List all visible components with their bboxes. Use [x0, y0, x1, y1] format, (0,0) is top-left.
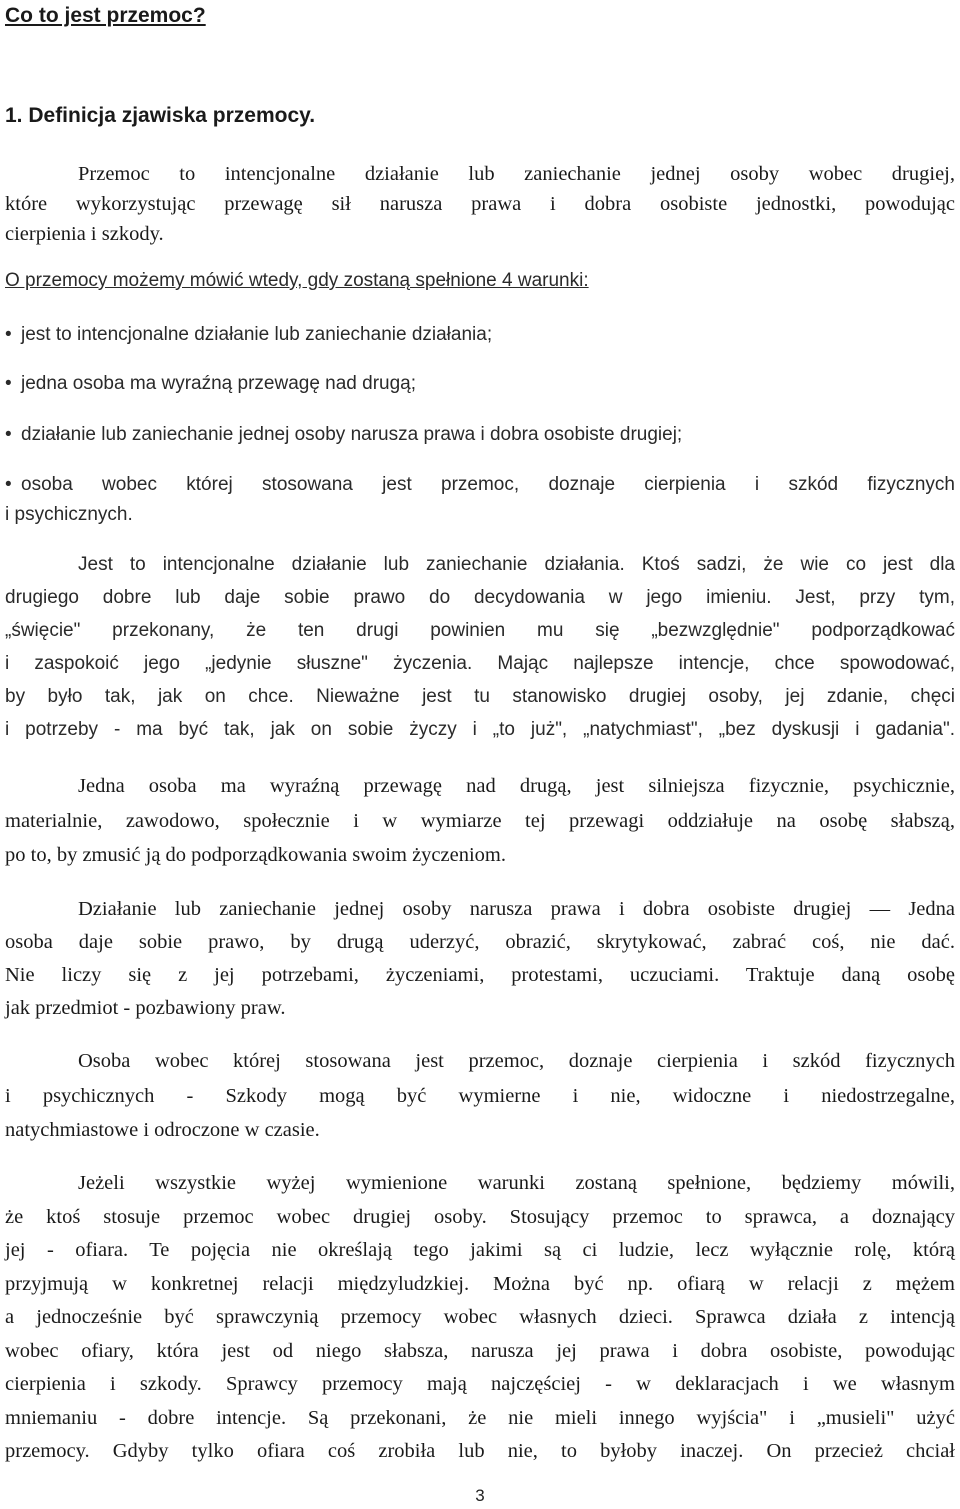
conditions-intro: O przemocy możemy mówić wtedy, gdy zostaną spełnione 4 warunki: [5, 270, 589, 291]
text-line: jak przedmiot - pozbawiony praw. [5, 997, 286, 1019]
text-line: osoba daje sobie prawo, by drugą uderzyć, obrazić, skrytykować, zabrać coś, nie dać. [5, 931, 955, 953]
text-line: po to, by zmusić ją do podporządkowania swoim życzeniom. [5, 844, 506, 866]
bullet-icon: • [5, 373, 12, 394]
text-line: „święcie" przekonany, że ten drugi powinien mu się „bezwzględnie" podporządkować [5, 620, 955, 641]
list-item-text: osoba wobec której stosowana jest przemoc, doznaje cierpienia i szkód fizycznych [21, 474, 955, 495]
text-line: wobec ofiary, która jest od niego słabsza, narusza jej prawa i dobra osobiste, powodując [5, 1340, 955, 1362]
page-number: 3 [475, 1486, 485, 1505]
list-item-text: jedna osoba ma wyraźną przewagę nad drugą; [21, 373, 417, 394]
text-line: mniemaniu - dobre intencje. Są przekonani, że nie mieli innego wyjścia" i „musieli" użyć [5, 1407, 955, 1429]
text-line: cierpienia i szkody. [5, 223, 164, 245]
text-line: przyjmują w konkretnej relacji międzyludzkiej. Można być np. ofiarą w relacji z mężem [5, 1273, 955, 1295]
text-line: Jest to intencjonalne działanie lub zaniechanie działania. Ktoś sadzi, że wie co jest dla [78, 554, 955, 575]
text-line: Osoba wobec której stosowana jest przemoc, doznaje cierpienia i szkód fizycznych [78, 1050, 955, 1072]
list-item [5, 474, 955, 496]
list-item-continuation: i psychicznych. [5, 504, 133, 525]
text-line: przemocy. Gdyby tylko ofiara coś zrobiła lub nie, to byłoby inaczej. On przecież chciał [5, 1440, 955, 1462]
text-line: by było tak, jak on chce. Nieważne jest tu stanowisko drugiej osoby, jej zdanie, chęci [5, 686, 955, 707]
bullet-icon: • [5, 424, 12, 445]
text-line: Jedna osoba ma wyraźną przewagę nad drugą, jest silniejsza fizycznie, psychicznie, [78, 775, 955, 797]
text-line: natychmiastowe i odroczone w czasie. [5, 1119, 320, 1141]
text-line: że ktoś stosuje przemoc wobec drugiej osoby. Stosujący przemoc to sprawca, a doznający [5, 1206, 955, 1228]
text-line: drugiego dobre lub daje sobie prawo do decydowania w jego imieniu. Jest, przy tym, [5, 587, 955, 608]
text-line: i psychicznych - Szkody mogą być wymierne i nie, widoczne i niedostrzegalne, [5, 1085, 955, 1107]
text-line: i potrzeby - ma być tak, jak on sobie życzy i „to już", „natychmiast", „bez dyskusji i gadania". [5, 719, 955, 740]
bullet-icon: • [5, 324, 12, 345]
list-item [5, 424, 955, 446]
text-line: Działanie lub zaniechanie jednej osoby narusza prawa i dobra osobiste drugiej — Jedna [78, 898, 955, 920]
list-item [5, 373, 955, 395]
page-title: Co to jest przemoc? [5, 4, 206, 27]
list-item-text: jest to intencjonalne działanie lub zaniechanie działania; [21, 324, 493, 345]
text-line: Jeżeli wszystkie wyżej wymienione warunki zostaną spełnione, będziemy mówili, [78, 1172, 955, 1194]
text-line: a jednocześnie być sprawczynią przemocy wobec własnych dzieci. Sprawca działa z intencją [5, 1306, 955, 1328]
text-line: cierpienia i szkody. Sprawcy przemocy mają najczęściej - w deklaracjach i we własnym [5, 1373, 955, 1395]
list-item-text: działanie lub zaniechanie jednej osoby narusza prawa i dobra osobiste drugiej; [21, 424, 683, 445]
text-line: materialnie, zawodowo, społecznie i w wymiarze tej przewagi oddziałuje na osobę słabszą, [5, 810, 955, 832]
text-line: jej - ofiara. Te pojęcia nie określają tego jakimi są ci ludzie, lecz wyłącznie rolę, którą [5, 1239, 955, 1261]
text-line: które wykorzystując przewagę sił narusza prawa i dobra osobiste jednostki, powodując [5, 193, 955, 215]
section-heading: 1. Definicja zjawiska przemocy. [5, 104, 316, 127]
text-line: Przemoc to intencjonalne działanie lub zaniechanie jednej osoby wobec drugiej, [78, 163, 955, 185]
text-line: i zaspokoić jego „jedynie słuszne" życzenia. Mając najlepsze intencje, chce spowodować, [5, 653, 955, 674]
text-line: Nie liczy się z jej potrzebami, życzeniami, protestami, uczuciami. Traktuje daną osobę [5, 964, 955, 986]
list-item [5, 324, 955, 346]
bullet-icon: • [5, 474, 12, 495]
